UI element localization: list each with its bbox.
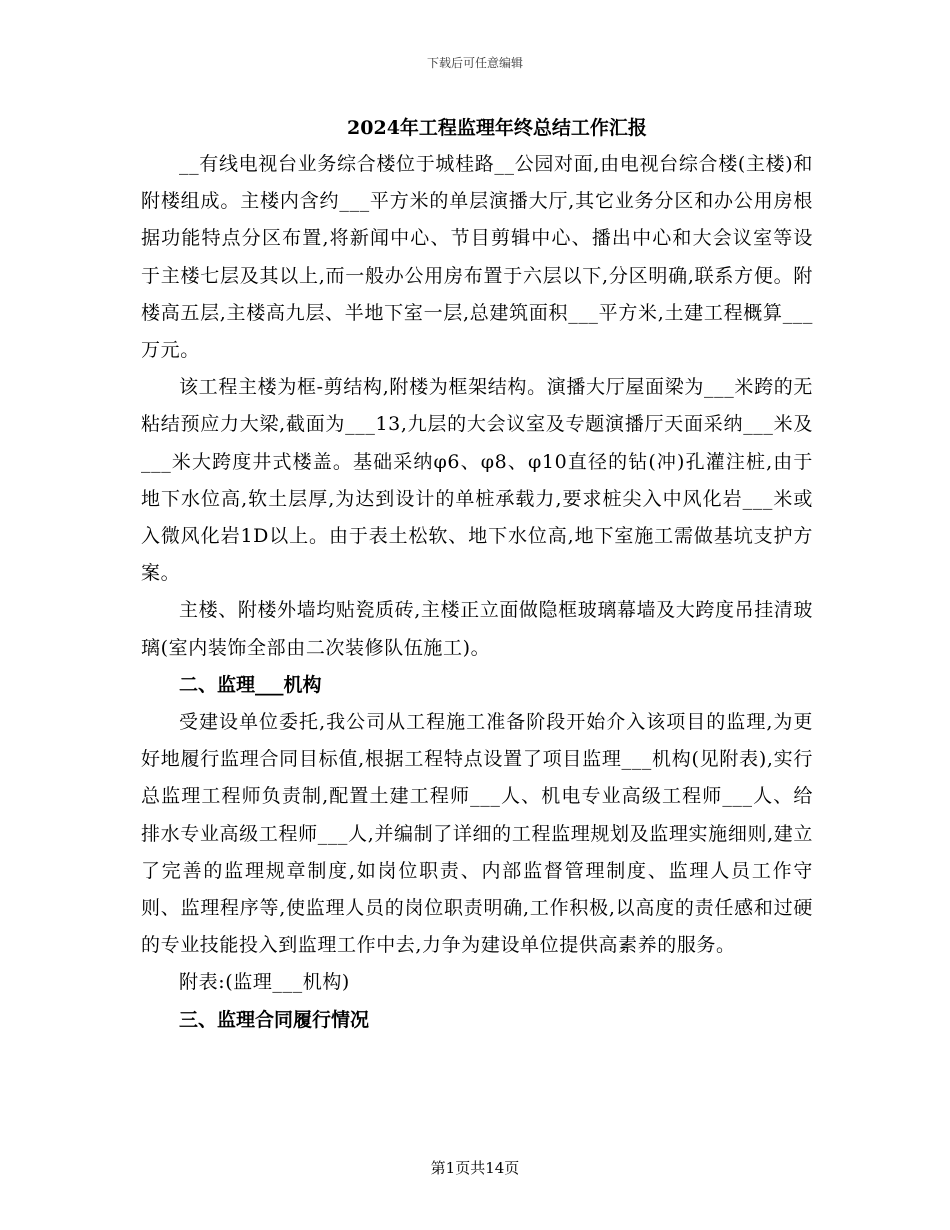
paragraph-supervision-organization: 受建设单位委托,我公司从工程施工准备阶段开始介入该项目的监理,为更好地履行监理合同目标值,根据工程特点设置了项目监理___机构(见附表),实行总监理工程师负责制,配置土建工程师___人、机电专业高级工程师___人、给排水专业高级工程师___人,并编制了详细的工程监理规划及监理实施细则,建立了完善的监理规章制度,如岗位职责、内部监督管理制度、监理人员工作守则、监理程序等,使监理人员的岗位职责明确,工作积极,以高度的责任感和过硬的专业技能投入到监理工作中去,力争为建设单位提供高素养的服务。 [141, 711, 813, 957]
page-footer-page-number: 第1页共14页 [430, 1159, 520, 1177]
page-header-note: 下载后可任意编辑 [426, 56, 523, 70]
paragraph-facade: 主楼、附楼外墙均贴瓷质砖,主楼正立面做隐框玻璃幕墙及大跨度吊挂清玻璃(室内装饰全部由二次装修队伍施工)。 [141, 599, 813, 659]
section-heading-supervision-organization: 二、监理___机构 [179, 673, 322, 696]
document-body [141, 110, 813, 1039]
paragraph-structure: 该工程主楼为框-剪结构,附楼为框架结构。演播大厅屋面梁为___米跨的无粘结预应力大梁,截面为___13,九层的大会议室及专题演播厅天面采纳___米及___米大跨度井式楼盖。基础采纳φ6、φ8、φ10直径的钻(冲)孔灌注桩,由于地下水位高,软土层厚,为达到设计的单桩承载力,要求桩尖入中风化岩___米或入微风化岩1D以上。由于表土松软、地下水位高,地下室施工需做基坑支护方案。 [141, 376, 813, 585]
paragraph-project-overview: __有线电视台业务综合楼位于城桂路__公园对面,由电视台综合楼(主楼)和附楼组成。主楼内含约___平方米的单层演播大厅,其它业务分区和办公用房根据功能特点分区布置,将新闻中心、节目剪辑中心、播出中心和大会议室等设于主楼七层及其以上,而一般办公用房布置于六层以下,分区明确,联系方便。附楼高五层,主楼高九层、半地下室一层,总建筑面积___平方米,土建工程概算___万元。 [141, 153, 813, 362]
section-heading-contract-performance: 三、监理合同履行情况 [179, 1008, 370, 1031]
attachment-note: 附表:(监理___机构) [179, 971, 350, 994]
document-title: 2024年工程监理年终总结工作汇报 [347, 117, 647, 139]
